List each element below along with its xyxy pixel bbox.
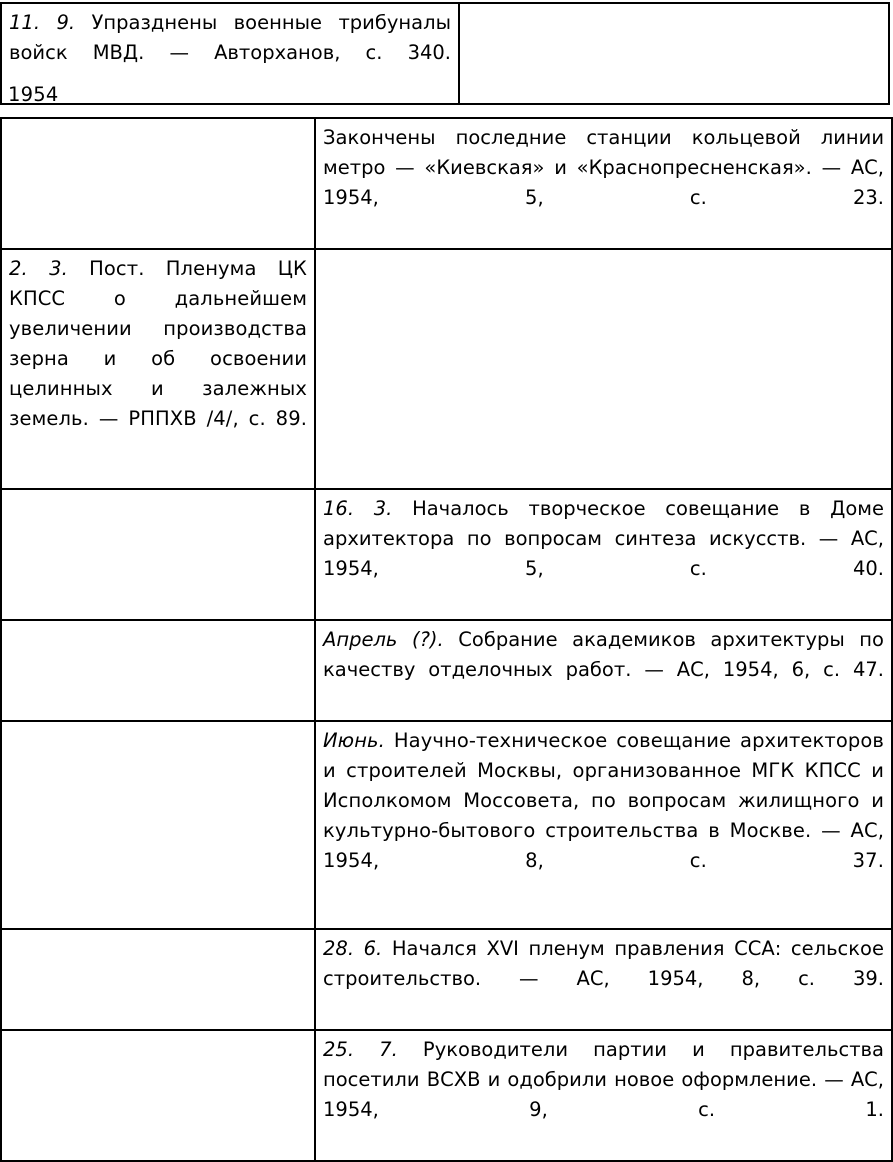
- table-row: [1, 3, 889, 104]
- entry-text: Пост. Пленума ЦК КПСС о дальнейшем увеличении производства зерна и об освоении целинных и залежных земель. — РППХВ /4/, с. 89.: [9, 257, 307, 430]
- entry-text: Руководители партии и правительства посетили ВСХВ и одобрили новое оформление. — АС, 1954, 9, с. 1.: [323, 1038, 884, 1121]
- table-cell-empty: [1, 1030, 315, 1161]
- table-cell-date-event: [315, 721, 892, 929]
- entry-date: 25. 7.: [323, 1038, 398, 1061]
- entry-date: 2. 3.: [9, 257, 68, 280]
- table-cell-date-event: [315, 620, 892, 721]
- table-cell-date-event: [315, 1030, 892, 1161]
- table-cell-date-event: [1, 3, 459, 104]
- year-caption: 1954: [8, 83, 59, 106]
- table-cell-empty: [1, 721, 315, 929]
- entry-text: Научно-техническое совещание архитекторов и строителей Москвы, организованное МГК КПСС и Исполкомом Моссовета, по вопросам жилищного и культурно-бытового строительства в Москве. — АС, 1954, 8, с. 37.: [323, 729, 884, 872]
- entry-text: Упразднены военные трибуналы войск МВД. — Авторханов, с. 340.: [9, 11, 451, 64]
- entry-date: 28. 6.: [323, 937, 383, 960]
- table-cell-empty: [459, 3, 889, 104]
- top-fragment-table: [0, 2, 890, 105]
- entry-date: Апрель (?).: [323, 628, 444, 651]
- chronology-table: [0, 117, 893, 1162]
- table-cell-empty: [1, 118, 315, 249]
- entry-date: 16. 3.: [323, 497, 393, 520]
- table-cell-empty: [1, 620, 315, 721]
- table-row: [1, 620, 892, 721]
- entry-date: 11. 9.: [9, 11, 76, 34]
- table-row: [1, 1030, 892, 1161]
- table-cell-empty: [1, 929, 315, 1030]
- table-cell-empty: [315, 249, 892, 489]
- table-cell-date-event: [315, 489, 892, 620]
- entry-text: Закончены последние станции кольцевой линии метро — «Киевская» и «Краснопресненская». — АС, 1954, 5, с. 23.: [323, 126, 884, 209]
- table-cell-date-event: [1, 249, 315, 489]
- table-row: [1, 721, 892, 929]
- entry-text: Собрание академиков архитектуры по качеству отделочных работ. — АС, 1954, 6, с. 47.: [323, 628, 884, 681]
- table-cell-date-event: [315, 118, 892, 249]
- entry-date: Июнь.: [323, 729, 385, 752]
- table-cell-empty: [1, 489, 315, 620]
- table-cell-date-event: [315, 929, 892, 1030]
- entry-text: Начался XVI пленум правления ССА: сельское строительство. — АС, 1954, 8, с. 39.: [323, 937, 884, 990]
- entry-text: Началось творческое совещание в Доме архитектора по вопросам синтеза искусств. — АС, 1954, 5, с. 40.: [323, 497, 884, 580]
- table-row: [1, 929, 892, 1030]
- table-row: [1, 249, 892, 489]
- table-row: [1, 489, 892, 620]
- table-row: [1, 118, 892, 249]
